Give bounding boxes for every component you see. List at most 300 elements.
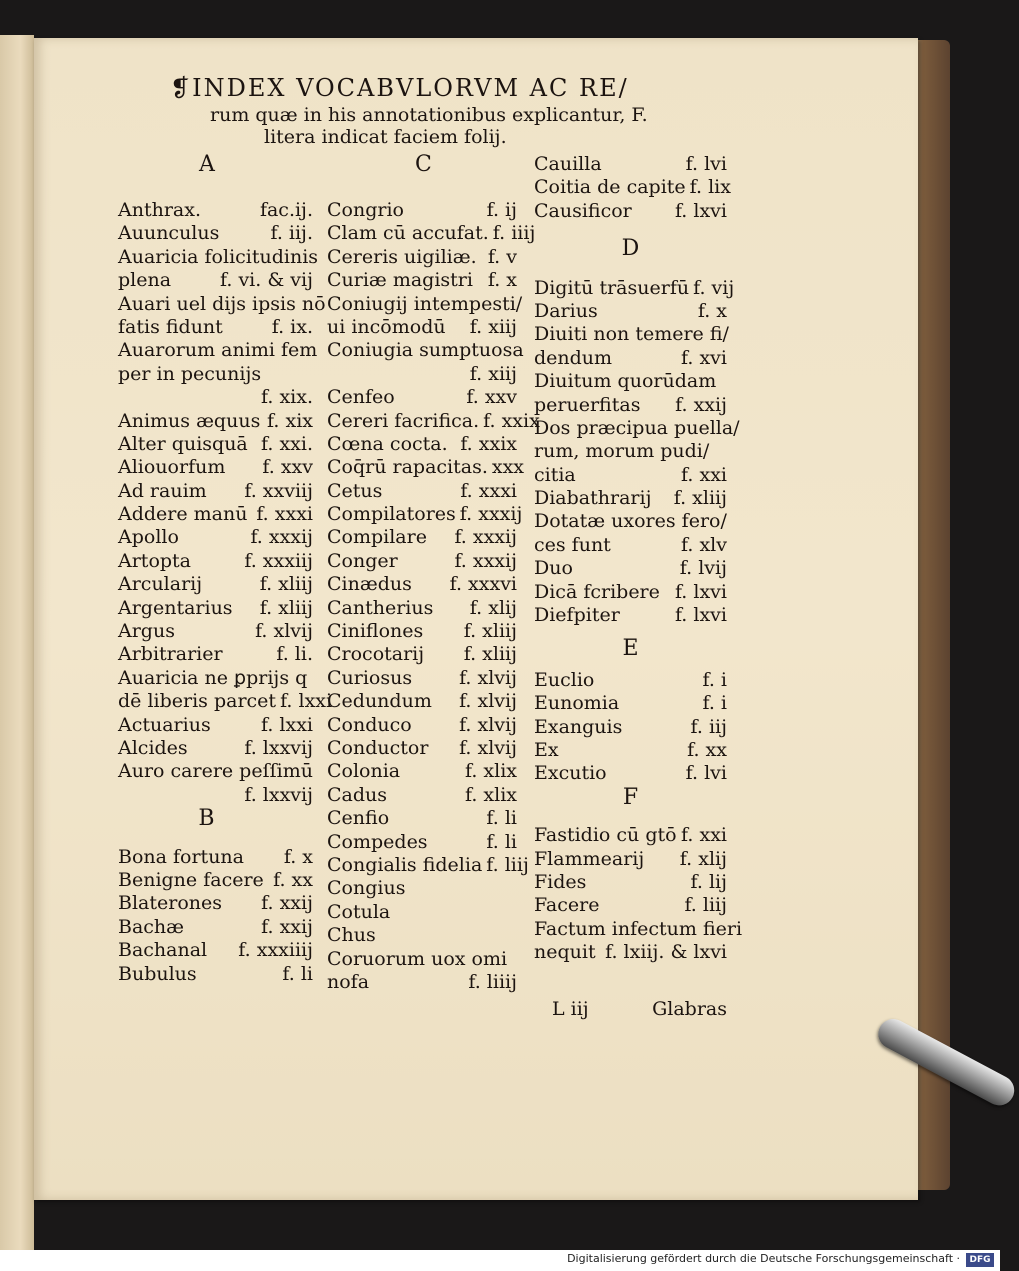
entry-term: per in pecunijs (118, 362, 262, 385)
entry-folio: f. xxxi (460, 479, 517, 502)
entry-folio: f. lij (690, 870, 727, 893)
entry-term: Flammearij (534, 847, 645, 870)
index-entry (327, 690, 517, 713)
entry-term: Ad rauim (118, 479, 207, 502)
entry-folio: f. xxix (483, 409, 540, 432)
entry-folio: f. xxxij (454, 526, 517, 549)
entry-term: Ex (534, 738, 559, 761)
entry-folio (309, 667, 313, 690)
entry-term: Auro carere peſſimū (118, 760, 313, 783)
entry-term: Cauilla (534, 153, 602, 175)
entry-folio (522, 293, 526, 316)
index-entry (534, 153, 727, 176)
index-entry (118, 269, 313, 292)
entry-folio: f. xxi (681, 824, 727, 847)
entry-term: Diabathrarij (534, 487, 652, 510)
entry-folio: f. i (702, 668, 727, 691)
entry-term: Congrio (327, 199, 404, 221)
dfg-logo: DFG (966, 1253, 994, 1267)
entry-folio (313, 760, 317, 783)
entry-term: Artopta (118, 549, 192, 572)
entry-folio: f. lxxi (260, 713, 313, 736)
entry-folio: f. xlix (464, 783, 517, 806)
entry-folio: f. li. (276, 643, 313, 666)
entry-folio (723, 370, 727, 393)
entry-term: Bona fortuna (118, 845, 244, 868)
entry-term: Colonia (327, 760, 401, 783)
index-column-2 (327, 199, 540, 994)
entry-folio: f. xix (267, 409, 313, 432)
entry-term: Coniugia sumptuosa (327, 339, 524, 362)
index-entry (118, 892, 313, 915)
entry-folio: f. xlij (679, 847, 727, 870)
entry-term: Aliouorfum (118, 456, 226, 479)
entry-term: Cantherius (327, 596, 434, 619)
index-entry (118, 714, 313, 737)
entry-folio: f. xliij (259, 573, 313, 596)
entry-folio: f. xvi (681, 346, 727, 369)
entry-folio: f. xiij (469, 362, 517, 385)
index-entry (118, 339, 318, 362)
entry-term: ui incōmodū (327, 315, 446, 338)
index-entry (118, 550, 313, 573)
entry-folio: f. xliij (259, 596, 313, 619)
index-entry (118, 667, 313, 690)
index-entry (118, 690, 333, 713)
entry-term: Cetus (327, 479, 383, 502)
index-entry (118, 963, 313, 986)
entry-folio: f. liij (684, 894, 727, 917)
entry-term: Crocotarij (327, 643, 425, 666)
entry-folio: f. x (487, 269, 517, 292)
index-entry (534, 323, 727, 346)
entry-term: Conductor (327, 736, 429, 759)
entry-folio: f. xliij (673, 487, 727, 510)
index-title-line2: rum quæ in his annotationibus explicantur, F. (210, 104, 648, 126)
entry-term: Darius (534, 299, 598, 322)
entry-folio: f. lxxvij (244, 736, 313, 759)
entry-term: Curiosus (327, 666, 413, 689)
entry-folio: f. xlvij (459, 690, 517, 713)
entry-term: dē liberis parcet (118, 690, 277, 713)
entry-term: Cedundum (327, 690, 432, 713)
index-entry (118, 199, 313, 222)
entry-term: Fides (534, 870, 587, 893)
entry-term: Digitū trāsuerfū (534, 276, 690, 299)
entries-f (534, 824, 743, 964)
entry-folio: f. lvij (679, 557, 727, 580)
entry-term: Clam cū accufat. (327, 222, 489, 245)
entry-term: Bachanal (118, 939, 208, 962)
entry-folio: f. xxix (460, 432, 517, 455)
index-entry (327, 246, 517, 269)
entry-term: Argus (118, 620, 175, 643)
entry-term: Diuiti non temere fi/ (534, 323, 729, 346)
entry-term: Coruorum uox omi (327, 947, 508, 970)
entry-term: Cenfeo (327, 386, 395, 409)
entry-term: nofa (327, 970, 370, 993)
entry-term: Cœna cocta. (327, 432, 448, 455)
entry-term: Exanguis (534, 715, 623, 738)
entry-term: Cereri facrifica. (327, 409, 480, 432)
entry-folio: f. xxij (261, 892, 313, 915)
entries-a (118, 199, 333, 807)
entry-folio (524, 339, 528, 362)
index-entry (327, 222, 536, 245)
index-entry (534, 440, 727, 463)
index-entry (327, 573, 517, 596)
index-entry (534, 416, 740, 440)
entry-term: Dos præcipua puella/ (534, 416, 740, 439)
index-entry (118, 939, 313, 962)
index-entry (118, 620, 313, 643)
entry-folio (729, 323, 733, 346)
index-entry (118, 573, 313, 596)
index-entry (327, 924, 517, 947)
index-entry (327, 784, 517, 807)
section-letter-a: A (199, 152, 215, 177)
section-letter-e: E (622, 636, 639, 662)
entry-folio (513, 877, 517, 900)
entry-folio: f. xxi (681, 463, 727, 486)
entry-term: Compilare (327, 526, 427, 549)
index-entry (327, 292, 523, 316)
entry-term: Diefpiter (534, 604, 620, 627)
entry-folio: f. xlix (464, 760, 517, 783)
index-entry (118, 737, 313, 760)
entry-folio: f. xlvij (459, 666, 517, 689)
index-entry (534, 487, 727, 510)
entry-term: Diuitum quorūdam (534, 370, 717, 393)
entry-term: Compedes (327, 830, 428, 853)
entry-term: Arbitrarier (118, 643, 223, 666)
index-entry (534, 557, 727, 580)
entry-term: Bachæ (118, 915, 185, 938)
index-entry (118, 643, 313, 666)
index-entry (327, 480, 517, 503)
index-entry (534, 370, 727, 393)
index-entry (327, 199, 517, 222)
index-entry (118, 316, 313, 339)
entry-folio: f. vi. & vij (220, 269, 313, 292)
section-letter-c: C (415, 152, 432, 177)
entry-term: Auunculus (118, 222, 220, 245)
index-entry (118, 222, 313, 245)
entry-folio: f. x (697, 299, 727, 322)
index-entry (327, 550, 517, 573)
index-entry (327, 597, 517, 620)
entry-term: Dotatæ uxores fero/ (534, 510, 727, 533)
entry-folio: f. lxvi (674, 604, 727, 627)
index-entry (327, 409, 540, 433)
index-entry (118, 363, 313, 386)
entry-folio: f. v (487, 245, 517, 268)
entry-folio: f. lvi (685, 153, 727, 175)
entry-folio: f. xxxij (250, 526, 313, 549)
entry-term: Factum infectum fieri (534, 917, 743, 940)
entry-folio: f. iij (690, 715, 727, 738)
index-entry (534, 739, 727, 762)
entry-folio: fac.ij. (259, 199, 313, 221)
index-entry (327, 667, 517, 690)
signature-mark: L iij (552, 998, 589, 1020)
entry-term: Alter quisquā (118, 432, 248, 455)
index-column-1 (118, 199, 333, 986)
index-entry (118, 386, 313, 409)
index-entry (534, 534, 727, 557)
entry-term: Duo (534, 557, 573, 580)
entry-term: Euclio (534, 668, 595, 691)
entry-folio: f. lxiij. & lxvi (605, 941, 727, 964)
index-entry (327, 853, 529, 877)
entry-folio: f. xxi. (261, 432, 313, 455)
index-entry (534, 871, 727, 894)
entry-term: Cotula (327, 900, 391, 923)
index-entry (327, 456, 525, 479)
entry-folio (723, 440, 727, 463)
index-entry (327, 386, 517, 409)
index-entry (118, 433, 313, 456)
entry-folio (513, 924, 517, 947)
index-entry (327, 339, 524, 362)
index-entry (534, 276, 735, 300)
entries-e (534, 669, 727, 786)
entry-folio (513, 948, 517, 971)
entry-term: Addere manū (118, 503, 248, 526)
section-letter-b: B (198, 806, 215, 832)
entry-folio: f. xxviij (244, 479, 313, 502)
index-entry (118, 456, 313, 479)
entry-folio: f. lxvi (674, 199, 727, 222)
index-title-line1: ❡INDEX VOCABVLORVM AC RE/ (170, 74, 629, 102)
entry-folio (727, 510, 731, 533)
entry-folio: f. liij (486, 853, 529, 876)
entry-folio: f. xlvij (459, 713, 517, 736)
index-entry (327, 620, 517, 643)
entry-term: Cenfio (327, 807, 390, 830)
entry-folio: f. iij. (270, 222, 313, 245)
entry-folio: f. xlij (469, 596, 517, 619)
entry-folio: f. xxxi (256, 503, 313, 526)
entry-folio: f. lxvi (674, 580, 727, 603)
index-entry (534, 716, 727, 739)
entry-folio: f. xix. (261, 386, 313, 409)
index-entry (534, 917, 743, 941)
entry-term: Chus (327, 924, 376, 947)
entry-folio: f. xxxiij (244, 549, 313, 572)
entry-term: Actuarius (118, 713, 211, 736)
entry-folio: f. xliij (463, 620, 517, 643)
index-entry (534, 941, 727, 964)
entry-folio: f. xx (273, 868, 313, 891)
entry-term: Fastidio cū gtō (534, 824, 677, 847)
entry-folio: f. xxxij (454, 549, 517, 572)
index-entry (327, 737, 517, 760)
index-entry (327, 760, 517, 783)
entry-term: Causificor (534, 199, 632, 222)
entry-term: Coniugij intempesti/ (327, 292, 523, 315)
entries-b (118, 846, 313, 986)
catchword: Glabras (652, 998, 727, 1020)
entry-term: Auarorum animi fem (118, 339, 318, 362)
entry-term: Ciniflones (327, 620, 424, 643)
index-entry (327, 971, 517, 994)
entry-term: Coitia de capite (534, 176, 686, 199)
index-entry (534, 394, 727, 417)
entry-term: Anthrax. (118, 199, 201, 221)
entry-folio: f. ix. (271, 315, 313, 338)
entry-folio: f. li (486, 830, 517, 853)
entry-folio (740, 417, 744, 440)
entry-folio: f. xlvij (255, 620, 313, 643)
index-entry (327, 714, 517, 737)
index-entry (118, 916, 313, 939)
entry-folio: f. i (702, 692, 727, 715)
entries-d (534, 276, 740, 628)
entry-term: Benigne facere (118, 868, 264, 891)
index-entry (534, 464, 727, 487)
entry-folio: f. iiij (492, 222, 536, 245)
index-entry (534, 762, 727, 785)
entry-term: Bubulus (118, 962, 197, 985)
entry-term: Curiæ magistri (327, 269, 473, 292)
index-entry (118, 846, 313, 869)
entry-term: Apollo (118, 526, 179, 549)
index-entry (118, 480, 313, 503)
entry-term: Dicā fcribere (534, 580, 660, 603)
index-entry (534, 510, 727, 533)
entry-folio: f. xxv (466, 386, 517, 409)
index-entry (118, 869, 313, 892)
index-column-3 (534, 153, 743, 965)
entry-term: citia (534, 463, 576, 486)
entry-term: ces funt (534, 533, 611, 556)
entry-term: Auaricia ne ꝑprijs q (118, 666, 308, 689)
entry-term: nequit (534, 941, 596, 964)
entry-term: Compilatores (327, 503, 456, 526)
entry-term: Animus æquus (118, 409, 261, 432)
index-entry (327, 948, 517, 971)
index-entry (327, 503, 523, 526)
entry-folio (742, 918, 746, 941)
index-entry (327, 526, 517, 549)
section-letter-f: F (622, 784, 639, 810)
entries-c (327, 199, 540, 994)
index-entry (327, 316, 517, 339)
index-entry (534, 669, 727, 692)
entries-c-continued (534, 153, 731, 223)
entry-folio: f. xliij (463, 643, 517, 666)
index-entry (118, 597, 313, 620)
index-entry (118, 292, 326, 316)
entry-folio: f. xlv (681, 533, 727, 556)
entry-folio: f. lix (689, 176, 731, 199)
entry-term: Eunomia (534, 692, 620, 715)
entry-folio: f. xxv (262, 456, 313, 479)
index-entry (327, 643, 517, 666)
entry-term: Cadus (327, 783, 388, 806)
digitization-footer (0, 1250, 1000, 1271)
entry-folio (318, 246, 322, 269)
index-entry (534, 300, 727, 323)
entry-term: Congialis fidelia (327, 853, 483, 876)
entry-folio (317, 339, 321, 362)
index-entry (327, 433, 517, 456)
section-letter-d: D (621, 236, 640, 262)
entry-term: Arcularij (118, 573, 203, 596)
entry-term: Cinædus (327, 573, 412, 596)
index-entry (534, 347, 727, 370)
entry-folio: xxx (491, 456, 525, 479)
index-entry (118, 245, 319, 269)
entry-folio: f. vij (693, 276, 735, 299)
entry-folio: f. lxxvij (244, 783, 313, 806)
entry-folio: f. li (486, 807, 517, 830)
left-page-edge (0, 35, 34, 1250)
index-title-line3: litera indicat faciem folij. (264, 126, 507, 148)
index-entry (327, 363, 517, 386)
entry-term: Blaterones (118, 892, 222, 915)
entry-term: Alcides (118, 736, 188, 759)
entry-folio: f. xxij (675, 393, 727, 416)
funding-notice: Digitalisierung gefördert durch die Deutsche Forschungsgemeinschaft · (567, 1252, 960, 1265)
entry-term: fatis fidunt (118, 315, 223, 338)
entry-term: Facere (534, 894, 600, 917)
index-entry (534, 200, 727, 223)
entry-folio: f. xx (687, 738, 727, 761)
entry-folio: f. lvi (685, 762, 727, 785)
index-entry (118, 503, 313, 526)
entry-term: Congius (327, 877, 406, 900)
index-entry (534, 581, 727, 604)
index-entry (534, 604, 727, 627)
entry-folio: f. liiij (468, 970, 517, 993)
entry-term: peruerfitas (534, 393, 641, 416)
entry-term: Cereris uigiliæ. (327, 245, 477, 268)
entry-term: Argentarius (118, 596, 233, 619)
entry-folio: f. xxxij (459, 503, 523, 526)
entry-folio: f. ij (486, 199, 517, 221)
entry-folio (513, 901, 517, 924)
index-entry (534, 848, 727, 871)
entry-term: Conger (327, 549, 398, 572)
index-entry (118, 784, 313, 807)
entry-term: dendum (534, 346, 613, 369)
entry-folio: f. xlvij (459, 736, 517, 759)
index-entry (118, 526, 313, 549)
entry-term: Auaricia folicitudinis (118, 245, 319, 268)
entry-folio: f. x (283, 845, 313, 868)
entry-folio: f. xxxvi (449, 573, 517, 596)
catchword-line (552, 998, 727, 1021)
entry-term: plena (118, 269, 172, 292)
index-entry (534, 894, 727, 917)
index-entry (327, 877, 517, 900)
index-entry (534, 824, 727, 847)
index-entry (327, 269, 517, 292)
entry-term: Conduco (327, 713, 412, 736)
entry-term: Auari uel dijs ipsis nō (118, 292, 326, 315)
index-entry (118, 410, 313, 433)
entry-folio: f. li (282, 962, 313, 985)
index-entry (534, 692, 727, 715)
entry-folio: f. lxxi (280, 690, 333, 713)
index-entry (327, 831, 517, 854)
entry-term: Excutio (534, 762, 607, 785)
index-entry (534, 176, 731, 199)
index-entry (327, 901, 517, 924)
entry-folio: f. xxij (261, 915, 313, 938)
